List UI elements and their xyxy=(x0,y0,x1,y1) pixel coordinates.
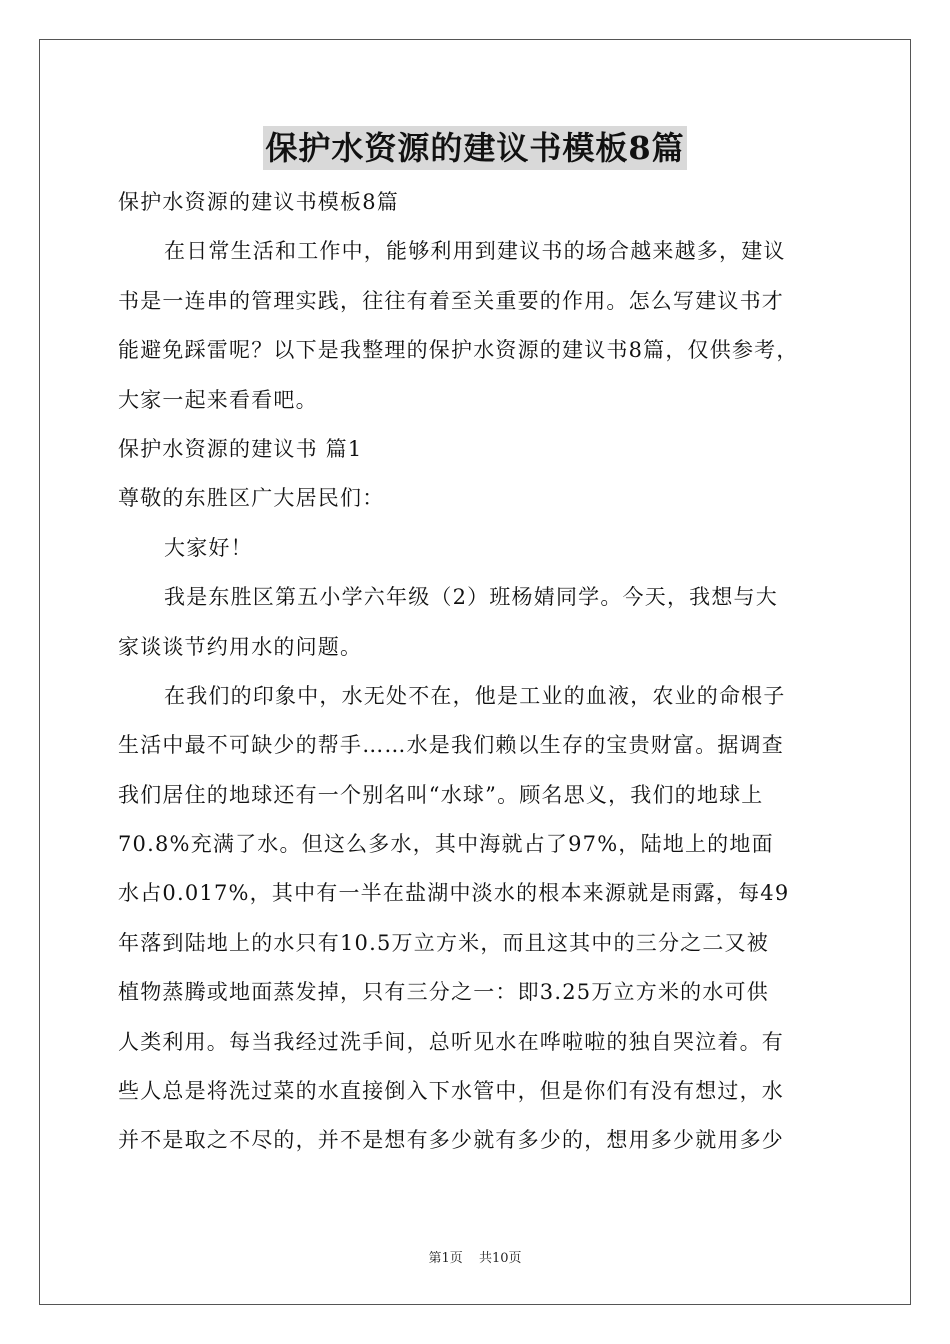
text-line: 些人总是将洗过菜的水直接倒入下水管中，但是你们有没有想过，水 xyxy=(118,1079,784,1104)
text-line: 在我们的印象中，水无处不在，他是工业的血液，农业的命根子 xyxy=(164,683,786,708)
text-line: 家谈谈节约用水的问题。 xyxy=(118,634,363,659)
text-line: 保护水资源的建议书模板8篇 xyxy=(118,190,399,214)
text-line: 大家好！ xyxy=(164,535,253,560)
text-line: 在日常生活和工作中，能够利用到建议书的场合越来越多，建议 xyxy=(164,239,786,264)
text-line: 书是一连串的管理实践，往往有着至关重要的作用。怎么写建议书才 xyxy=(118,288,784,313)
page-footer xyxy=(0,1247,950,1266)
text-line: 人类利用。每当我经过洗手间，总听见水在哗啦啦的独自哭泣着。有 xyxy=(118,1029,784,1054)
text-line: 尊敬的东胜区广大居民们： xyxy=(118,486,385,511)
text-line: 生活中最不可缺少的帮手……水是我们赖以生存的宝贵财富。据调查 xyxy=(118,733,784,758)
text-line: 保护水资源的建议书 篇1 xyxy=(118,436,363,461)
text-line: 能避免踩雷呢？以下是我整理的保护水资源的建议书8篇，仅供参考， xyxy=(118,338,799,363)
document-body xyxy=(118,178,838,1166)
text-line: 植物蒸腾或地面蒸发掉，只有三分之一：即3.25万立方米的水可供 xyxy=(118,980,769,1005)
text-line: 并不是取之不尽的，并不是想有多少就有多少的，想用多少就用多少 xyxy=(118,1128,784,1153)
text-line: 我是东胜区第五小学六年级（2）班杨婧同学。今天，我想与大 xyxy=(164,585,778,610)
text-line: 70.8%充满了水。但这么多水，其中海就占了97%，陆地上的地面 xyxy=(118,832,774,857)
page-number: 第1页 xyxy=(428,1251,463,1266)
document-title: 保护水资源的建议书模板8篇 xyxy=(263,126,686,170)
text-line: 我们居住的地球还有一个别名叫“水球”。顾名思义，我们的地球上 xyxy=(118,782,764,807)
text-line: 水占0.017%，其中有一半在盐湖中淡水的根本来源就是雨露，每49 xyxy=(118,881,790,906)
text-line: 大家一起来看看吧。 xyxy=(118,387,318,412)
title-container xyxy=(0,126,950,170)
page-total: 共10页 xyxy=(478,1251,522,1266)
text-line: 年落到陆地上的水只有10.5万立方米，而且这其中的三分之二又被 xyxy=(118,930,769,955)
